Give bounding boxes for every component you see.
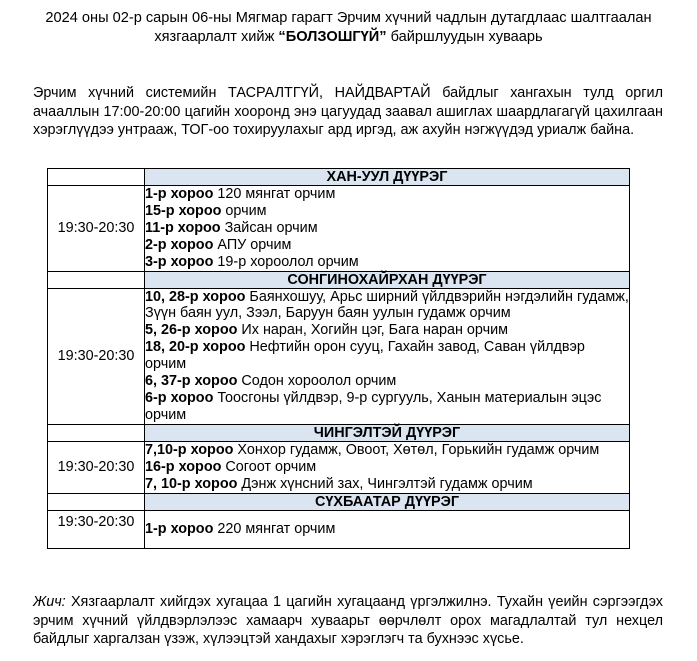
area-entry — [145, 220, 629, 237]
area-entry — [145, 390, 629, 424]
title-line-2 — [20, 28, 677, 47]
area-entry — [145, 373, 629, 390]
intro-paragraph: Эрчим хүчний системийн ТАСРАЛТГҮЙ, НАЙДВАРТАЙ байдлыг хангахын тулд оргил ачааллын 17:00-20:00 цагийн хооронд энэ цагуудад заавал ашиглах шаардлагагүй цахилгаан хэрэглүүдээ унтрааж, ТОГ-оо тохируулахыг ард иргэд, аж ахуйн нэгжүүдэд уриалж байна. — [33, 85, 663, 139]
khoroo-label: 11-р хороо — [145, 219, 221, 236]
khoroo-label: 15-р хороо — [145, 202, 222, 219]
area-text: Баянхошуу, Арьс ширний үйлдвэрийн нэгдэлийн гудамж, Зүүн баян уул, Зээл, Баруун баян уулын гудамж орчим — [145, 288, 629, 322]
title-highlight: “БОЛЗОШГҮЙ” — [278, 29, 387, 45]
area-text: Их наран, Хогийн цэг, Бага наран орчим — [237, 322, 509, 339]
khoroo-label: 3-р хороо — [145, 253, 214, 270]
area-entry — [145, 476, 629, 493]
area-text: Зайсан орчим — [220, 219, 318, 236]
area-entry — [145, 186, 629, 203]
district-header-row — [48, 271, 630, 288]
khoroo-label: 16-р хороо — [145, 458, 222, 475]
district-header-row — [48, 424, 630, 441]
area-entry — [145, 442, 629, 459]
khoroo-label: 7, 10-р хороо — [145, 475, 238, 492]
area-list — [145, 186, 630, 272]
area-text: Нефтийн орон сууц, Гахайн завод, Саван үйлдвэр орчим — [145, 339, 585, 373]
area-entry — [145, 459, 629, 476]
district-name: ХАН-УУЛ ДҮҮРЭГ — [145, 169, 630, 186]
district-row — [48, 510, 630, 548]
khoroo-label: 10, 28-р хороо — [145, 288, 246, 305]
district-header-row — [48, 169, 630, 186]
title-line-2-post: байршлуудын хуваарь — [386, 29, 543, 45]
district-name: ЧИНГЭЛТЭЙ ДҮҮРЭГ — [145, 424, 630, 441]
district-name: СОНГИНОХАЙРХАН ДҮҮРЭГ — [145, 271, 630, 288]
title-line-2-pre: хязгаарлалт хийж — [154, 29, 279, 45]
khoroo-label: 5, 26-р хороо — [145, 322, 238, 339]
area-list — [145, 288, 630, 424]
footnote-label: Жич: — [33, 594, 66, 610]
khoroo-label: 6, 37-р хороо — [145, 373, 238, 390]
district-name: СҮХБААТАР ДҮҮРЭГ — [145, 493, 630, 510]
footnote — [33, 593, 663, 649]
area-text: Содон хороолол орчим — [237, 373, 397, 390]
area-text: орчим — [221, 202, 267, 219]
area-text: Дэнж хүнсний зах, Чингэлтэй гудамж орчим — [237, 475, 533, 492]
area-text: 220 мянгат орчим — [213, 520, 336, 537]
area-text: Тоосгоны үйлдвэр, 9-р сургууль, Ханын материалын эцэс орчим — [145, 389, 602, 423]
khoroo-label: 7,10-р хороо — [145, 441, 234, 458]
title-line-1: 2024 оны 02-р сарын 06-ны Мягмар гарагт Эрчим хүчний чадлын дутагдлаас шалтгаалан — [45, 10, 652, 26]
district-row — [48, 288, 630, 424]
schedule-table — [47, 168, 630, 549]
document-title — [20, 9, 677, 47]
area-text: 19-р хороолол орчим — [213, 253, 359, 270]
time-range: 19:30-20:30 — [48, 510, 145, 548]
area-entry — [145, 289, 629, 323]
footnote-text: Хязгаарлалт хийгдэх хугацаа 1 цагийн хугацаанд үргэлжилнэ. Тухайн үеийн сэргээгдэх эрчим хүчний үйлдвэрлэлээс хамаарч хуваарьт өөрчлөлт орох магадлалтай тул нехцел байдлыг харгалзан үзэж, хүлээцтэй хандахыг хэрэглэгч та бухнээс хүсье. — [33, 594, 663, 648]
area-entry — [145, 339, 629, 373]
district-row — [48, 441, 630, 493]
area-entry — [145, 322, 629, 339]
area-list — [145, 510, 630, 548]
area-entry — [145, 203, 629, 220]
khoroo-label: 1-р хороо — [145, 520, 214, 537]
area-entry — [145, 237, 629, 254]
area-text: Согоот орчим — [221, 458, 317, 475]
area-text: Хонхор гудамж, Овоот, Хөтөл, Горькийн гудамж орчим — [233, 441, 600, 458]
khoroo-label: 6-р хороо — [145, 389, 214, 406]
district-header-row — [48, 493, 630, 510]
district-row — [48, 186, 630, 272]
time-range: 19:30-20:30 — [48, 441, 145, 493]
khoroo-label: 1-р хороо — [145, 186, 214, 202]
khoroo-label: 2-р хороо — [145, 236, 214, 253]
area-text: АПУ орчим — [213, 236, 292, 253]
area-entry — [145, 254, 629, 271]
khoroo-label: 18, 20-р хороо — [145, 339, 246, 356]
area-entry — [145, 521, 629, 538]
time-range: 19:30-20:30 — [48, 288, 145, 424]
area-list — [145, 441, 630, 493]
area-text: 120 мянгат орчим — [213, 186, 336, 202]
time-range: 19:30-20:30 — [48, 186, 145, 272]
